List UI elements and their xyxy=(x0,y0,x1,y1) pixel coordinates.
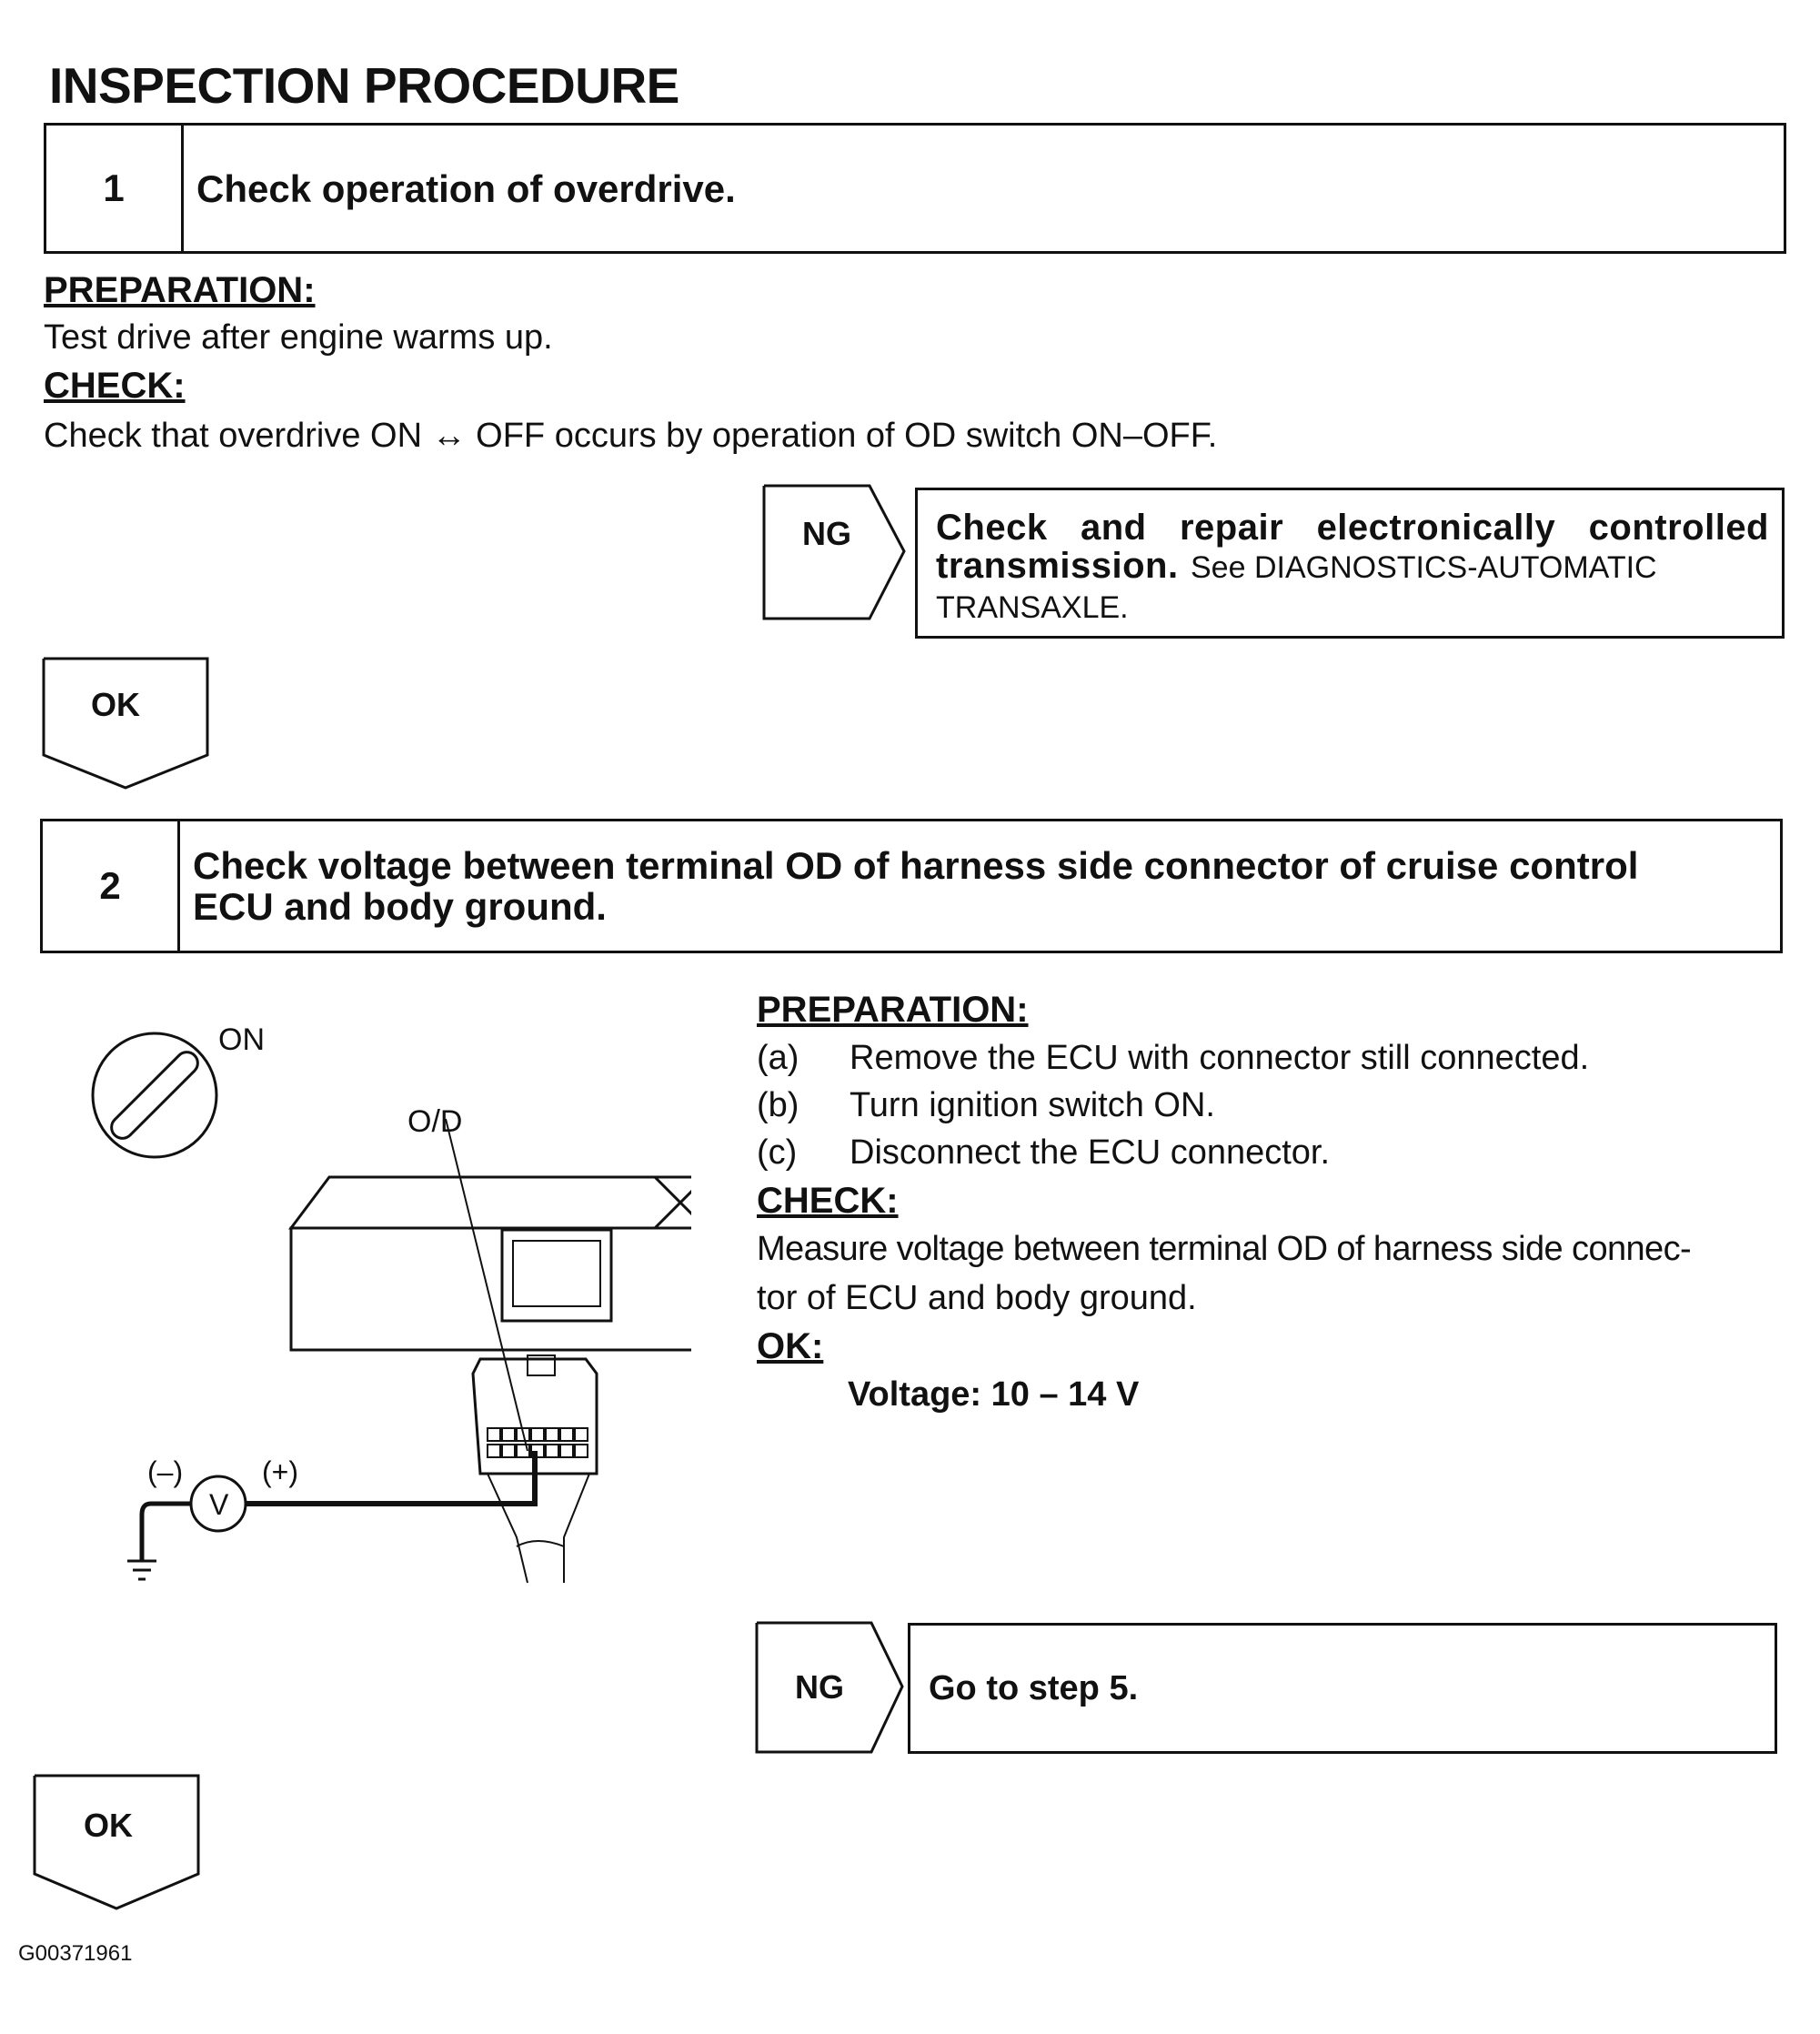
voltmeter-label: V xyxy=(209,1488,229,1521)
step-2-check-line2: tor of ECU and body ground. xyxy=(757,1279,1197,1317)
step-2-title-line1: Check voltage between terminal OD of harness side connector of cruise control xyxy=(193,844,1639,887)
step-1-check-text: Check that overdrive ON ↔ OFF occurs by operation of OD switch ON–OFF. xyxy=(44,417,1218,455)
step-2-number: 2 xyxy=(43,821,180,951)
step-1-preparation-text: Test drive after engine warms up. xyxy=(44,318,553,357)
step-1-ng-action-line2: See DIAGNOSTICS-AUTOMATIC xyxy=(1191,550,1657,585)
ground-icon xyxy=(127,1561,156,1579)
step-1-header xyxy=(44,123,1786,254)
voltage-spec: Voltage: 10 – 14 V xyxy=(848,1375,1140,1414)
step-1-ng-action-title: Check and repair electronically controlled transmission. xyxy=(936,508,1769,586)
step-2-ok-label: OK xyxy=(84,1807,133,1844)
step-1-ok-label: OK xyxy=(91,686,140,723)
step-1-title: Check operation of overdrive. xyxy=(196,166,736,210)
ok-arrow-icon xyxy=(42,657,211,791)
ng-arrow-icon xyxy=(762,484,908,622)
step-2-check-line1: Measure voltage between terminal OD of harness side connec- xyxy=(757,1230,1692,1268)
figure-code: G00371961 xyxy=(18,1941,133,1966)
step-2-ng-label: NG xyxy=(795,1668,844,1706)
step-1-number: 1 xyxy=(46,126,184,251)
negative-probe-label: (–) xyxy=(147,1455,184,1488)
step-2-ok-spec-label: OK: xyxy=(757,1326,824,1366)
preparation-step-a: (a) Remove the ECU with connector still connected. xyxy=(757,1039,1590,1077)
step-2-preparation-label: PREPARATION: xyxy=(757,990,1029,1030)
step-2-ng-action-box xyxy=(908,1623,1777,1754)
ignition-on-label: ON xyxy=(218,1022,265,1057)
voltmeter-icon xyxy=(142,1451,535,1561)
preparation-step-b: (b) Turn ignition switch ON. xyxy=(757,1086,1215,1124)
step-2-title-line2: ECU and body ground. xyxy=(193,885,607,928)
step-1-ng-label: NG xyxy=(802,515,851,552)
step-2-check-label: CHECK: xyxy=(757,1181,899,1221)
step-2-ng-action: Go to step 5. xyxy=(929,1669,1139,1707)
step-2-header xyxy=(40,819,1783,953)
od-terminal-label: O/D xyxy=(407,1104,463,1139)
ecu-unit-icon xyxy=(291,1173,691,1350)
page-title: INSPECTION PROCEDURE xyxy=(49,57,679,114)
ignition-switch-icon xyxy=(93,1033,216,1157)
ecu-voltage-diagram xyxy=(91,1001,691,1619)
step-1-ng-action-line3: TRANSAXLE. xyxy=(936,590,1129,625)
step-1-preparation-label: PREPARATION: xyxy=(44,270,316,310)
step-1-ng-action-box xyxy=(915,488,1785,639)
positive-probe-label: (+) xyxy=(262,1455,298,1488)
preparation-step-c: (c) Disconnect the ECU connector. xyxy=(757,1133,1331,1172)
step-1-check-label: CHECK: xyxy=(44,366,186,406)
step-2-title xyxy=(180,821,1780,951)
step-2-preparation-list xyxy=(757,1039,1775,1181)
